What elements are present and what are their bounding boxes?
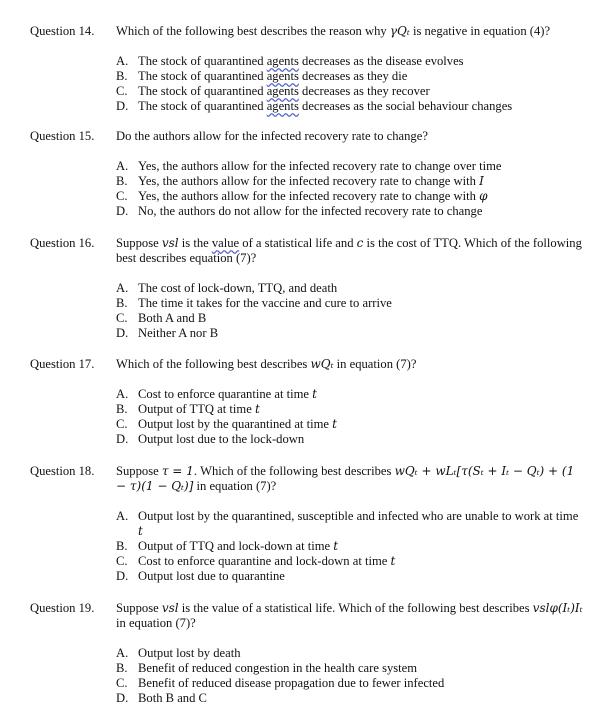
spellcheck-word: value: [211, 236, 240, 250]
option-d: D. No, the authors do not allow for the infected recovery rate to change: [116, 204, 483, 218]
math-expression: t: [333, 539, 339, 553]
question-text: Do the authors allow for the infected recovery rate to change?: [116, 129, 428, 143]
option-d: D. Neither A nor B: [116, 326, 219, 340]
option-a: A. The cost of lock-down, TTQ, and death: [116, 281, 338, 295]
spellcheck-word: agents: [266, 84, 299, 98]
spellcheck-word: agents: [266, 69, 299, 83]
math-expression: γQₜ: [389, 24, 410, 38]
question-text: Which of the following best describes wQₜ in equation (7)?: [116, 357, 417, 371]
math-expression: wQₜ: [310, 357, 334, 371]
math-expression: vslφ(Iₜ)Iₜ: [532, 601, 583, 615]
option-c: C. Cost to enforce quarantine and lock-down at time t: [116, 554, 396, 568]
option-list: [116, 646, 586, 706]
question-number: Question 17.: [30, 357, 95, 371]
option-list: [116, 281, 586, 341]
math-expression: φ: [479, 189, 488, 203]
option-b: B. Yes, the authors allow for the infected recovery rate to change with I: [116, 174, 484, 188]
math-expression: wQₜ + wLₜ[τ(Sₜ + Iₜ − Qₜ) + (1 − τ)(1 − Qₜ)]: [116, 464, 575, 493]
math-expression: t: [254, 402, 260, 416]
option-c: C. Yes, the authors allow for the infected recovery rate to change with φ: [116, 189, 488, 203]
math-expression: t: [312, 387, 317, 401]
option-c: C. Output lost by the quarantined at time t: [116, 417, 337, 431]
question-number: Question 19.: [30, 601, 95, 615]
option-a: A. Output lost by the quarantined, susceptible and infected who are unable to work at time t: [116, 509, 579, 538]
question-text: Suppose τ = 1. Which of the following best describes wQₜ + wLₜ[τ(Sₜ + Iₜ − Qₜ) + (1 − τ)(1 − Qₜ)] in equation (7)?: [116, 464, 575, 493]
option-list: [116, 509, 586, 584]
question-text: Which of the following best describes the reason why γQₜ is negative in equation (4)?: [116, 24, 551, 38]
spellcheck-word: agents: [266, 99, 299, 113]
option-list: [116, 159, 586, 219]
option-b: B. Output of TTQ at time t: [116, 402, 260, 416]
option-b: B. Output of TTQ and lock-down at time t: [116, 539, 339, 553]
option-a: A. Yes, the authors allow for the infected recovery rate to change over time: [116, 159, 502, 173]
question-number: Question 14.: [30, 24, 95, 38]
option-d: D. Both B and C: [116, 691, 207, 705]
math-expression: t: [332, 417, 337, 431]
option-list: [116, 54, 586, 114]
spellcheck-word: agents: [266, 54, 299, 68]
option-d: D. Output lost due to quarantine: [116, 569, 285, 583]
question-number: Question 16.: [30, 236, 95, 250]
math-expression: t: [390, 554, 396, 568]
option-a: A. Cost to enforce quarantine at time t: [116, 387, 317, 401]
math-expression: vsl: [161, 601, 179, 615]
option-a: A. Output lost by death: [116, 646, 241, 660]
option-d: D. The stock of quarantined agents decreases as the social behaviour changes: [116, 99, 513, 113]
math-expression: τ = 1: [161, 464, 194, 478]
option-c: C. Both A and B: [116, 311, 207, 325]
option-b: B. The time it takes for the vaccine and cure to arrive: [116, 296, 392, 310]
option-list: [116, 387, 586, 447]
math-expression: I: [479, 174, 484, 188]
option-c: C. The stock of quarantined agents decreases as they recover: [116, 84, 430, 98]
question-text: Suppose vsl is the value of a statistical life. Which of the following best describes vslφ(Iₜ)Iₜ in equation (7)?: [116, 601, 583, 630]
math-expression: c: [356, 236, 364, 250]
option-b: B. Benefit of reduced congestion in the health care system: [116, 661, 418, 675]
question-number: Question 18.: [30, 464, 95, 478]
option-a: A. The stock of quarantined agents decreases as the disease evolves: [116, 54, 464, 68]
math-expression: vsl: [161, 236, 179, 250]
math-expression: t: [138, 524, 143, 538]
option-b: B. The stock of quarantined agents decreases as they die: [116, 69, 408, 83]
question-text: Suppose vsl is the value of a statistical life and c is the cost of TTQ. Which of the following best describes equation (7)?: [116, 236, 582, 265]
option-c: C. Benefit of reduced disease propagation due to fewer infected: [116, 676, 445, 690]
option-d: D. Output lost due to the lock-down: [116, 432, 305, 446]
question-number: Question 15.: [30, 129, 95, 143]
